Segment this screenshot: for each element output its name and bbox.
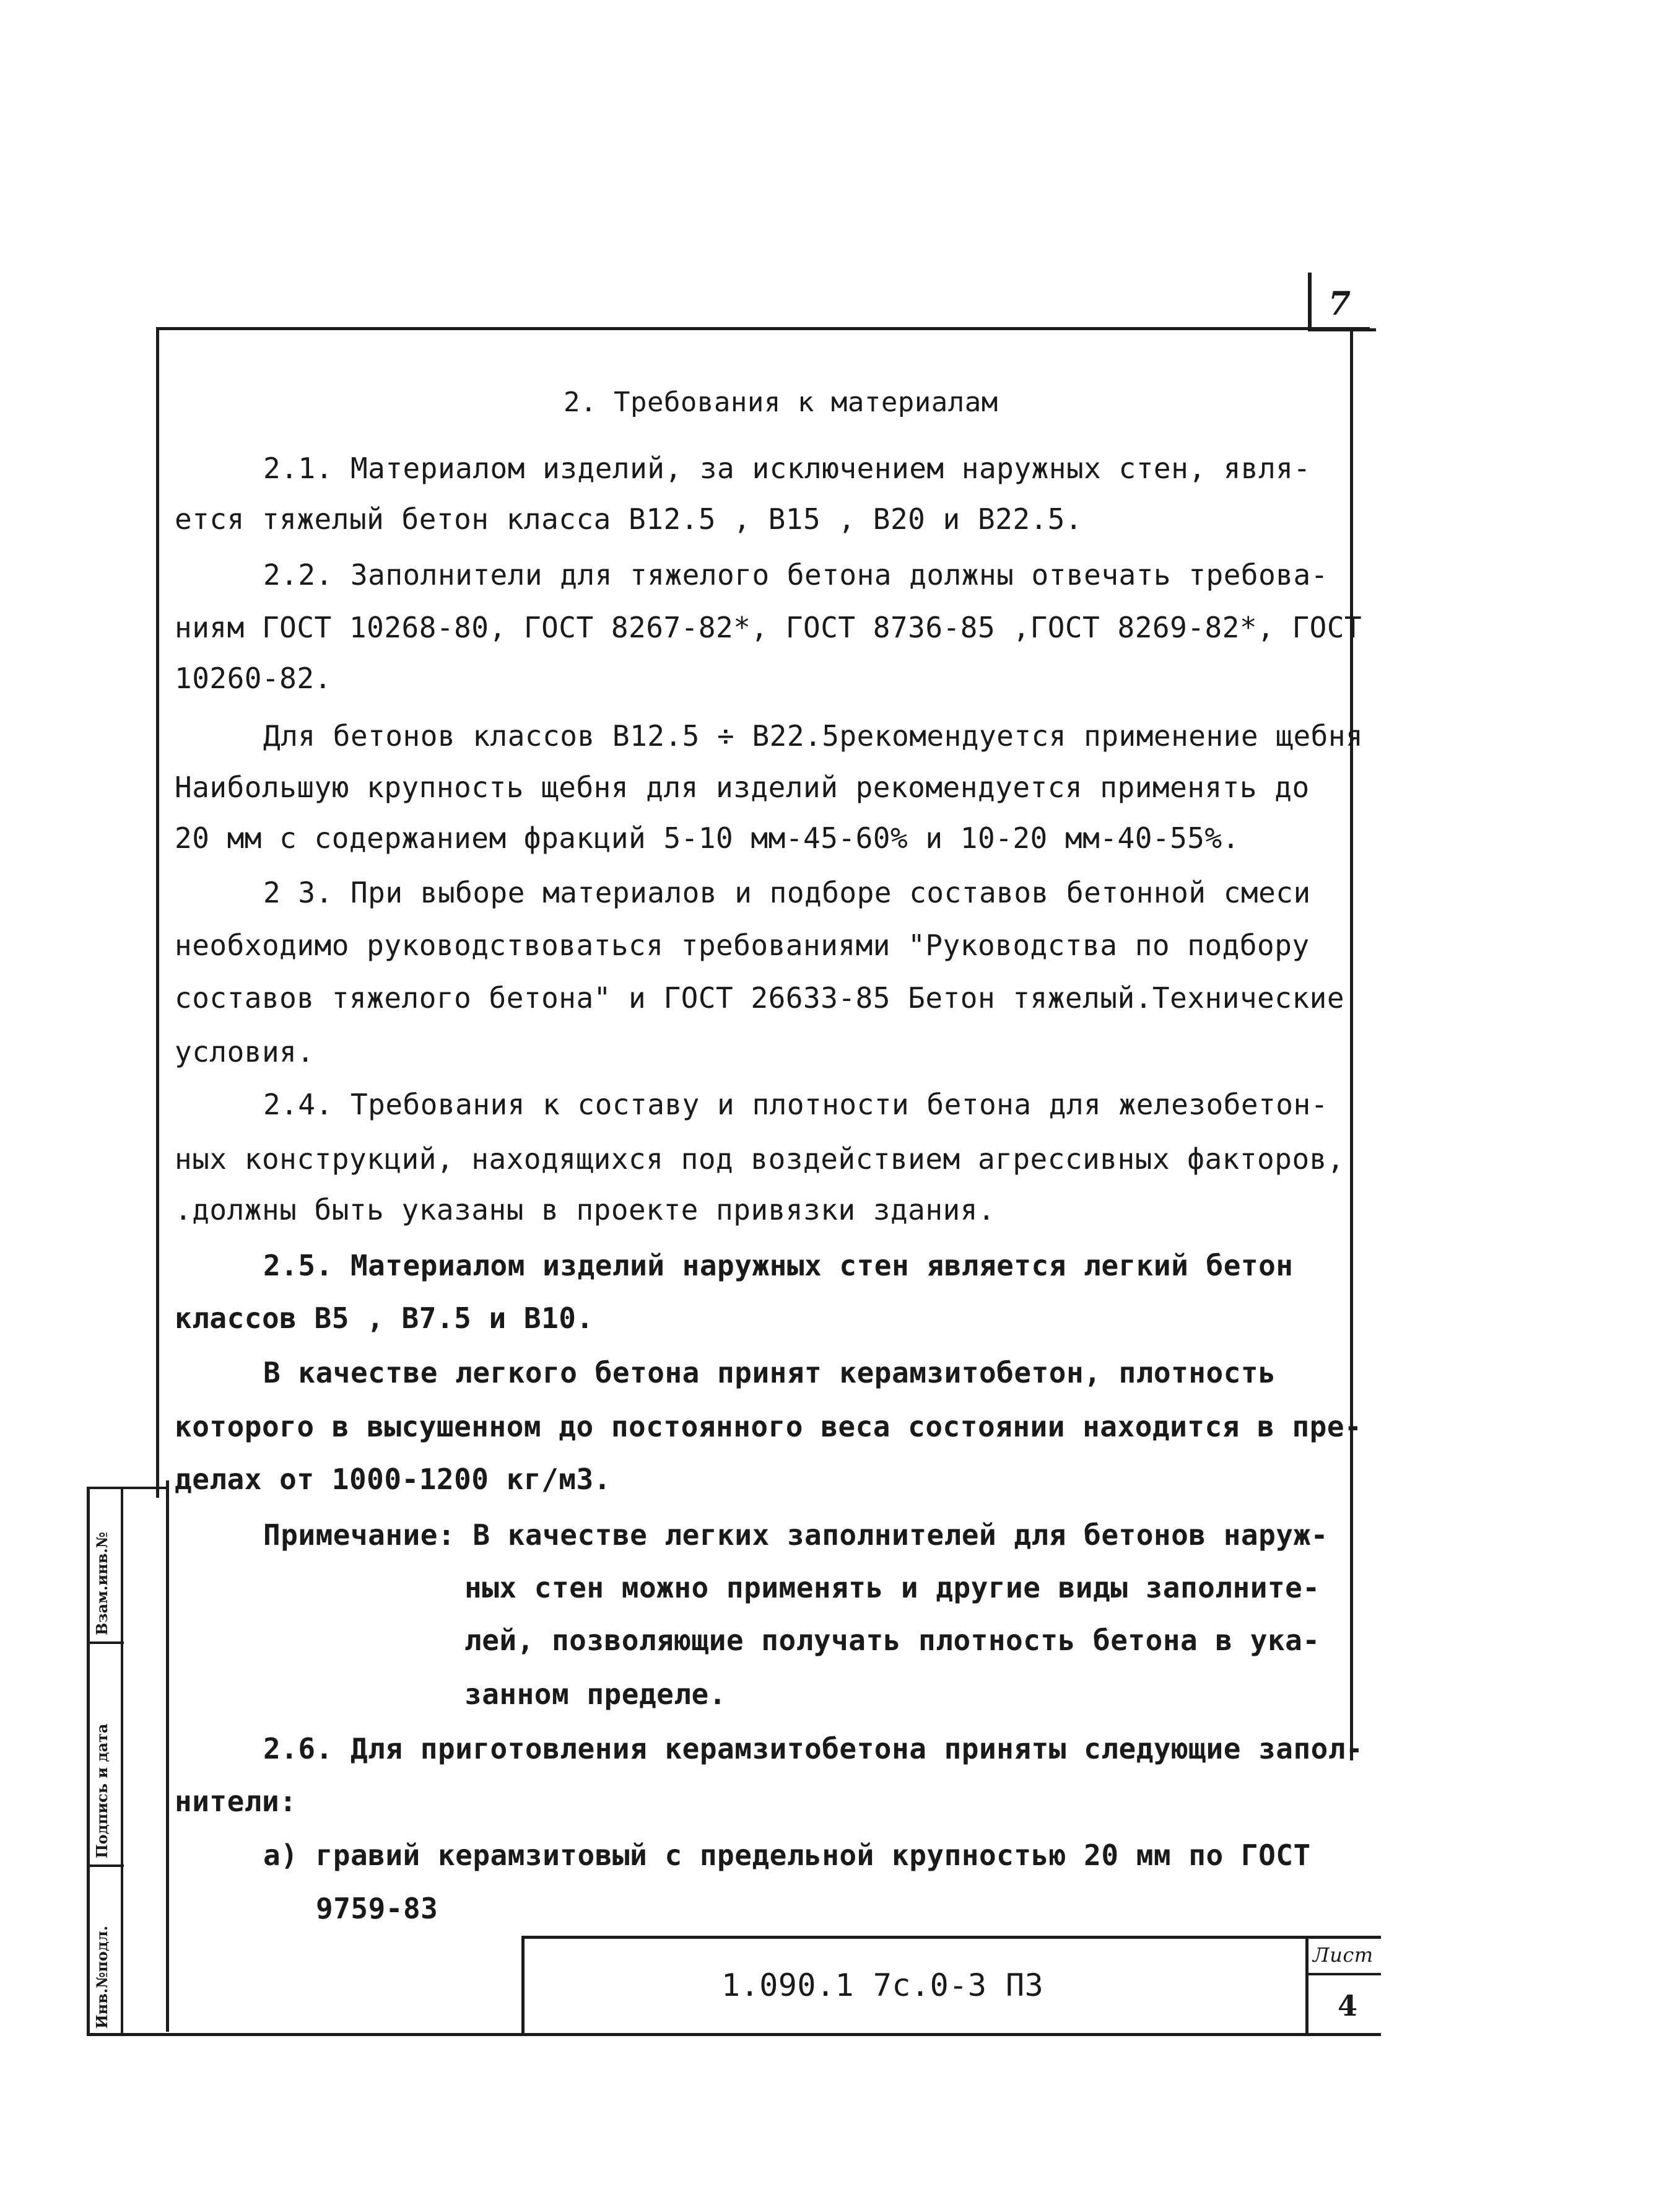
frame-top [156, 327, 1370, 330]
page-number: 7 [1328, 285, 1351, 323]
title-block-sheet-divider [1307, 1973, 1381, 1975]
line-15: .должны быть указаны в проекте привязки здания. [175, 1193, 996, 1226]
line-17: классов В5 , В7.5 и В10. [175, 1301, 594, 1335]
line-1: 2.1. Материалом изделий, за исключением наружных стен, явля- [263, 452, 1311, 485]
frame-bottom [87, 2033, 1381, 2036]
side-stamp-mid [121, 1487, 123, 2036]
line-8: 20 мм с содержанием фракций 5-10 мм-45-60% и 10-20 мм-40-55%. [175, 821, 1240, 855]
line-2: ется тяжелый бетон класса В12.5 , В15 , В20 и В22.5. [175, 502, 1083, 536]
line-26: нители: [175, 1785, 297, 1818]
line-18: В качестве легкого бетона принят керамзитобетон, плотность [263, 1356, 1276, 1389]
frame-left-lower [166, 1480, 169, 2032]
page-number-divider [1308, 273, 1312, 331]
line-22: ных стен можно применять и другие виды заполните- [464, 1571, 1320, 1604]
line-9: 2 3. При выборе материалов и подборе составов бетонной смеси [263, 876, 1311, 909]
line-19: которого в высушенном до постоянного веса состоянии находится в пре- [175, 1410, 1362, 1443]
frame-top-right [1308, 328, 1376, 331]
doc-code: 1.090.1 7с.0-3 ПЗ [721, 1967, 1044, 2003]
line-6: Для бетонов классов В12.5 ÷ В22.5рекомендуется применение щебня [263, 719, 1364, 753]
side-stamp-div2 [87, 1864, 124, 1867]
line-3: 2.2. Заполнители для тяжелого бетона должны отвечать требова- [263, 558, 1328, 592]
line-20: делах от 1000-1200 кг/м3. [175, 1462, 611, 1496]
line-21: Примечание: В качестве легких заполнителей для бетонов наруж- [263, 1518, 1328, 1552]
line-11: составов тяжелого бетона" и ГОСТ 26633-85 Бетон тяжелый.Технические [175, 981, 1345, 1015]
line-14: ных конструкций, находящихся под воздействием агрессивных факторов, [175, 1142, 1345, 1176]
title-block-top [521, 1936, 1381, 1939]
side-label-inv: Инв.№подл. [93, 1925, 111, 2029]
line-4: ниям ГОСТ 10268-80, ГОСТ 8267-82*, ГОСТ 8736-85 ,ГОСТ 8269-82*, ГОСТ [175, 611, 1362, 644]
side-stamp-left [87, 1487, 90, 2036]
title-block-divider [1305, 1936, 1308, 2035]
line-24: занном пределе. [464, 1677, 726, 1711]
sheet-label: Лист [1313, 1943, 1374, 1967]
line-12: условия. [175, 1035, 315, 1069]
line-25: 2.6. Для приготовления керамзитобетона приняты следующие запол- [263, 1732, 1364, 1765]
side-label-podpis: Подпись и дата [93, 1723, 111, 1858]
line-27: а) гравий керамзитовый с предельной крупностью 20 мм по ГОСТ [263, 1838, 1311, 1872]
title-block-left [521, 1936, 525, 2035]
line-28: 9759-83 [316, 1892, 438, 1925]
line-10: необходимо руководствоваться требованиями "Руководства по подбору [175, 929, 1310, 962]
frame-left [156, 327, 159, 1498]
line-5: 10260-82. [175, 662, 332, 695]
side-stamp-div1 [87, 1642, 124, 1644]
line-7: Наибольшую крупность щебня для изделий рекомендуется применять до [175, 771, 1310, 804]
side-stamp-top [87, 1487, 167, 1489]
frame-right [1350, 330, 1353, 1760]
sheet-number: 4 [1338, 1989, 1358, 2022]
line-13: 2.4. Требования к составу и плотности бетона для железобетон- [263, 1088, 1328, 1121]
line-23: лей, позволяющие получать плотность бетона в ука- [464, 1624, 1320, 1657]
line-16: 2.5. Материалом изделий наружных стен является легкий бетон [263, 1249, 1294, 1282]
side-label-vzam: Взам.инв.№ [93, 1532, 111, 1635]
section-title: 2. Требования к материалам [564, 387, 998, 418]
